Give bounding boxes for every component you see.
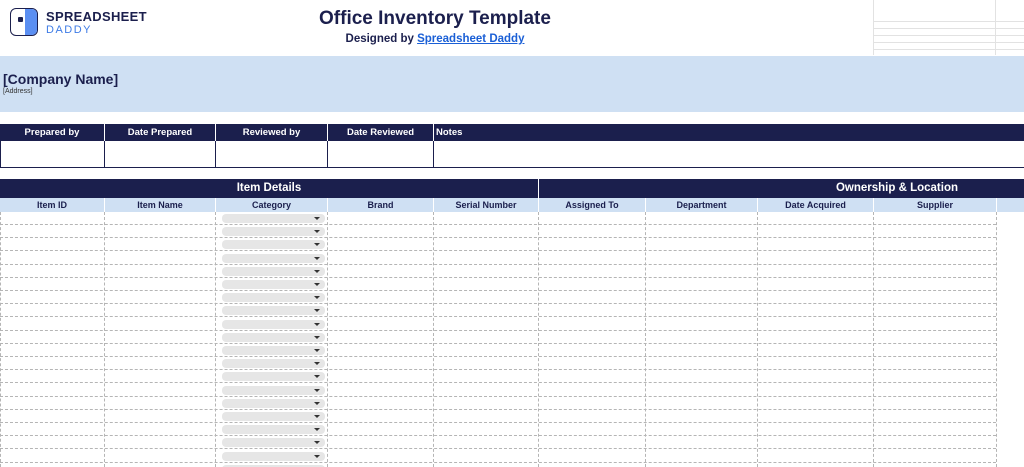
table-row[interactable] (0, 265, 996, 278)
company-banner (0, 56, 1024, 112)
table-row[interactable] (0, 357, 996, 370)
column-header-row (0, 198, 1024, 212)
section-header-bar (0, 179, 1024, 198)
chevron-down-icon (314, 428, 320, 431)
table-row[interactable] (0, 278, 996, 291)
table-row[interactable] (0, 410, 996, 423)
chevron-down-icon (314, 375, 320, 378)
table-row[interactable] (0, 344, 996, 357)
chevron-down-icon (314, 455, 320, 458)
chevron-down-icon (314, 270, 320, 273)
table-row[interactable] (0, 291, 996, 304)
chevron-down-icon (314, 362, 320, 365)
table-row[interactable] (0, 450, 996, 463)
table-row[interactable] (0, 318, 996, 331)
chevron-down-icon (314, 389, 320, 392)
category-dropdown[interactable] (222, 214, 325, 223)
category-dropdown[interactable] (222, 306, 325, 315)
table-row[interactable] (0, 331, 996, 344)
column-date-acquired: Date Acquired (785, 200, 846, 210)
ownership-location-header: Ownership & Location (835, 182, 958, 194)
category-dropdown[interactable] (222, 346, 325, 355)
category-dropdown[interactable] (222, 280, 325, 289)
table-row[interactable] (0, 225, 996, 238)
column-brand: Brand (367, 200, 394, 210)
category-dropdown[interactable] (222, 320, 325, 329)
brand-logo (10, 7, 160, 39)
column-serial-number: Serial Number (455, 200, 517, 210)
chevron-down-icon (314, 441, 320, 444)
chevron-down-icon (314, 323, 320, 326)
category-dropdown[interactable] (222, 399, 325, 408)
table-row[interactable] (0, 304, 996, 317)
table-row[interactable] (0, 423, 996, 436)
prep-table-header (0, 124, 1024, 141)
category-dropdown[interactable] (222, 452, 325, 461)
column-divider (996, 212, 997, 467)
category-dropdown[interactable] (222, 293, 325, 302)
chevron-down-icon (314, 349, 320, 352)
category-dropdown[interactable] (222, 412, 325, 421)
table-row[interactable] (0, 384, 996, 397)
company-name-cell[interactable]: [Company Name] (3, 71, 119, 87)
notes-header: Notes (436, 127, 463, 138)
chevron-down-icon (314, 283, 320, 286)
table-row[interactable] (0, 436, 996, 449)
inventory-table-body (0, 212, 1024, 467)
category-dropdown[interactable] (222, 359, 325, 368)
table-row[interactable] (0, 238, 996, 251)
chevron-down-icon (314, 243, 320, 246)
category-dropdown[interactable] (222, 240, 325, 249)
chevron-down-icon (314, 336, 320, 339)
chevron-down-icon (314, 309, 320, 312)
designer-link[interactable]: Spreadsheet Daddy (417, 33, 525, 45)
column-category: Category (251, 200, 291, 210)
table-row[interactable] (0, 463, 996, 467)
table-row[interactable] (0, 212, 996, 225)
chevron-down-icon (314, 217, 320, 220)
logo-text-secondary: DADDY (46, 24, 93, 36)
chevron-down-icon (314, 257, 320, 260)
category-dropdown[interactable] (222, 425, 325, 434)
column-item-name: Item Name (137, 200, 183, 210)
item-details-header: Item Details (236, 182, 302, 194)
column-assigned-to: Assigned To (565, 200, 619, 210)
chevron-down-icon (314, 296, 320, 299)
date-reviewed-header: Date Reviewed (346, 127, 415, 138)
chevron-down-icon (314, 415, 320, 418)
category-dropdown[interactable] (222, 267, 325, 276)
category-dropdown[interactable] (222, 333, 325, 342)
subtitle-prefix: Designed by (345, 33, 418, 45)
empty-cell-grid (873, 0, 1024, 55)
category-dropdown[interactable] (222, 438, 325, 447)
column-supplier: Supplier (916, 200, 953, 210)
table-row[interactable] (0, 370, 996, 383)
category-dropdown[interactable] (222, 386, 325, 395)
column-item-id: Item ID (36, 200, 67, 210)
category-dropdown[interactable] (222, 254, 325, 263)
page-subtitle (200, 33, 670, 45)
company-address-cell[interactable]: [Address] (3, 88, 33, 95)
date-prepared-header: Date Prepared (127, 127, 193, 138)
spreadsheet-daddy-logo-icon (10, 8, 38, 36)
table-row[interactable] (0, 252, 996, 265)
logo-text-primary: SPREADSHEET (46, 9, 147, 24)
column-department: Department (676, 200, 727, 210)
chevron-down-icon (314, 230, 320, 233)
reviewed-by-header: Reviewed by (242, 127, 301, 138)
table-row[interactable] (0, 397, 996, 410)
page-title: Office Inventory Template (319, 8, 551, 29)
category-dropdown[interactable] (222, 372, 325, 381)
chevron-down-icon (314, 402, 320, 405)
category-dropdown[interactable] (222, 227, 325, 236)
prepared-by-header: Prepared by (24, 127, 80, 138)
prep-table-body (0, 141, 1024, 168)
